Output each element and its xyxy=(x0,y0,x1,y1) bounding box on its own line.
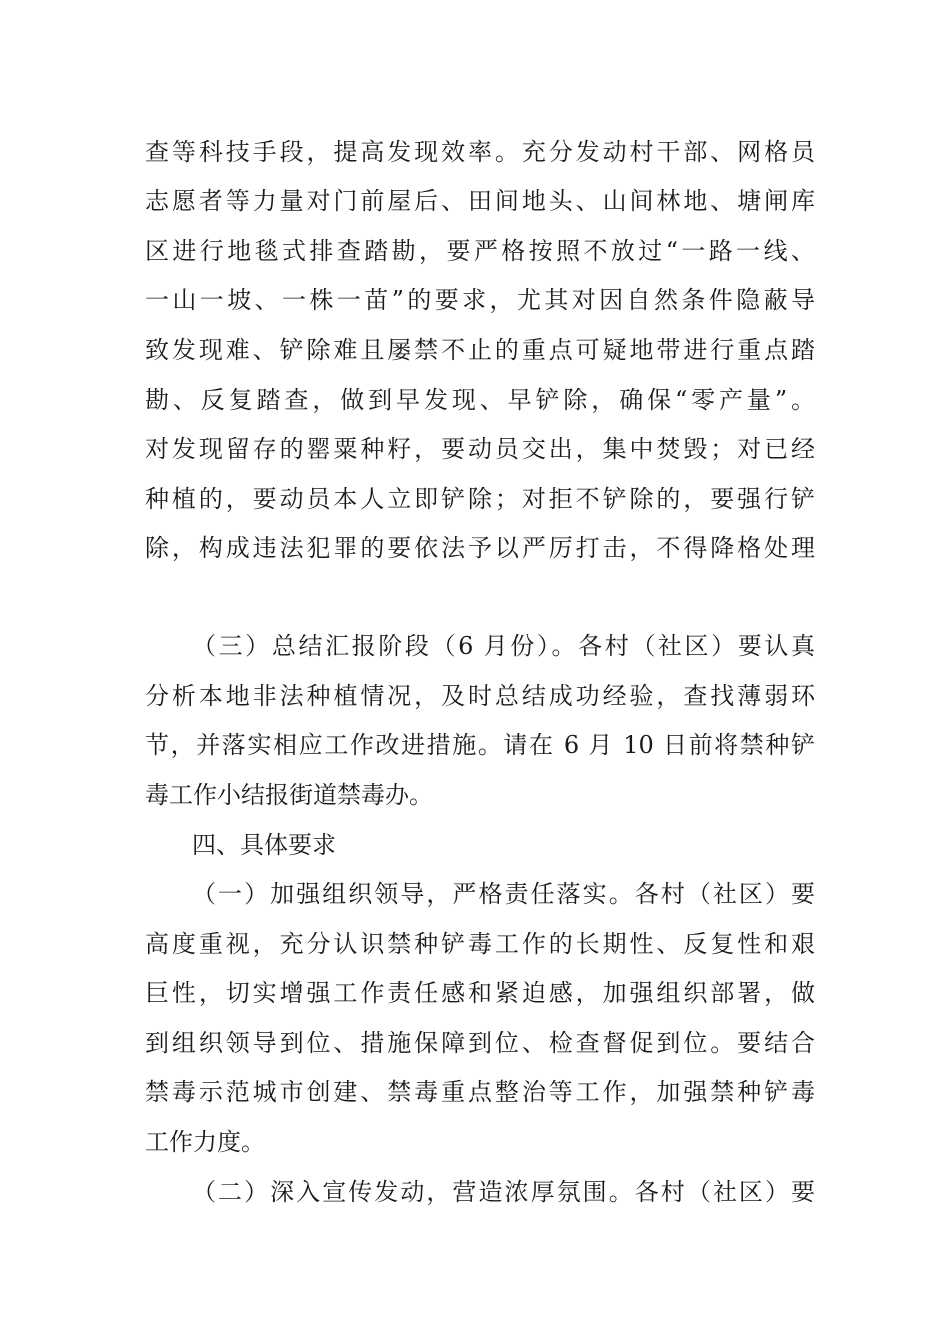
section-heading-3: （三）总结汇报阶段（6 月份）。各村（社区）要认真 xyxy=(192,632,815,660)
text-line: 致发现难、铲除难且屡禁不止的重点可疑地带进行重点踏 xyxy=(145,336,815,364)
text-line: 区进行地毯式排查踏勘，要严格按照不放过“一路一线、 xyxy=(145,237,815,265)
text-line: 禁毒示范城市创建、禁毒重点整治等工作，加强禁种铲毒 xyxy=(145,1078,815,1106)
text-line: 志愿者等力量对门前屋后、田间地头、山间林地、塘闸库 xyxy=(145,187,815,215)
text-line: 对发现留存的罂粟种籽，要动员交出，集中焚毁；对已经 xyxy=(145,435,815,463)
text-line: 高度重视，充分认识禁种铲毒工作的长期性、反复性和艰 xyxy=(145,930,815,958)
text-line: 工作力度。 xyxy=(145,1128,265,1156)
text-line: 到组织领导到位、措施保障到位、检查督促到位。要结合 xyxy=(145,1029,815,1057)
text-line: 查等科技手段，提高发现效率。充分发动村干部、网格员 xyxy=(145,138,815,166)
text-line: 毒工作小结报街道禁毒办。 xyxy=(145,781,433,809)
text-line: 种植的，要动员本人立即铲除；对拒不铲除的，要强行铲 xyxy=(145,485,815,513)
text-line: 一山一坡、一株一苗”的要求，尤其对因自然条件隐蔽导 xyxy=(145,286,815,314)
subsection-heading-2: （二）深入宣传发动，营造浓厚氛围。各村（社区）要 xyxy=(192,1178,815,1206)
section-heading-4: 四、具体要求 xyxy=(192,831,336,859)
text-line: 除，构成违法犯罪的要依法予以严厉打击，不得降格处理 xyxy=(145,534,815,562)
text-line: 分析本地非法种植情况，及时总结成功经验，查找薄弱环 xyxy=(145,682,815,710)
subsection-heading-1: （一）加强组织领导，严格责任落实。各村（社区）要 xyxy=(192,880,815,908)
text-line: 节，并落实相应工作改进措施。请在 6 月 10 日前将禁种铲 xyxy=(145,731,815,759)
text-line: 巨性，切实增强工作责任感和紧迫感，加强组织部署，做 xyxy=(145,979,815,1007)
text-line: 勘、反复踏查，做到早发现、早铲除，确保“零产量”。 xyxy=(145,386,815,414)
